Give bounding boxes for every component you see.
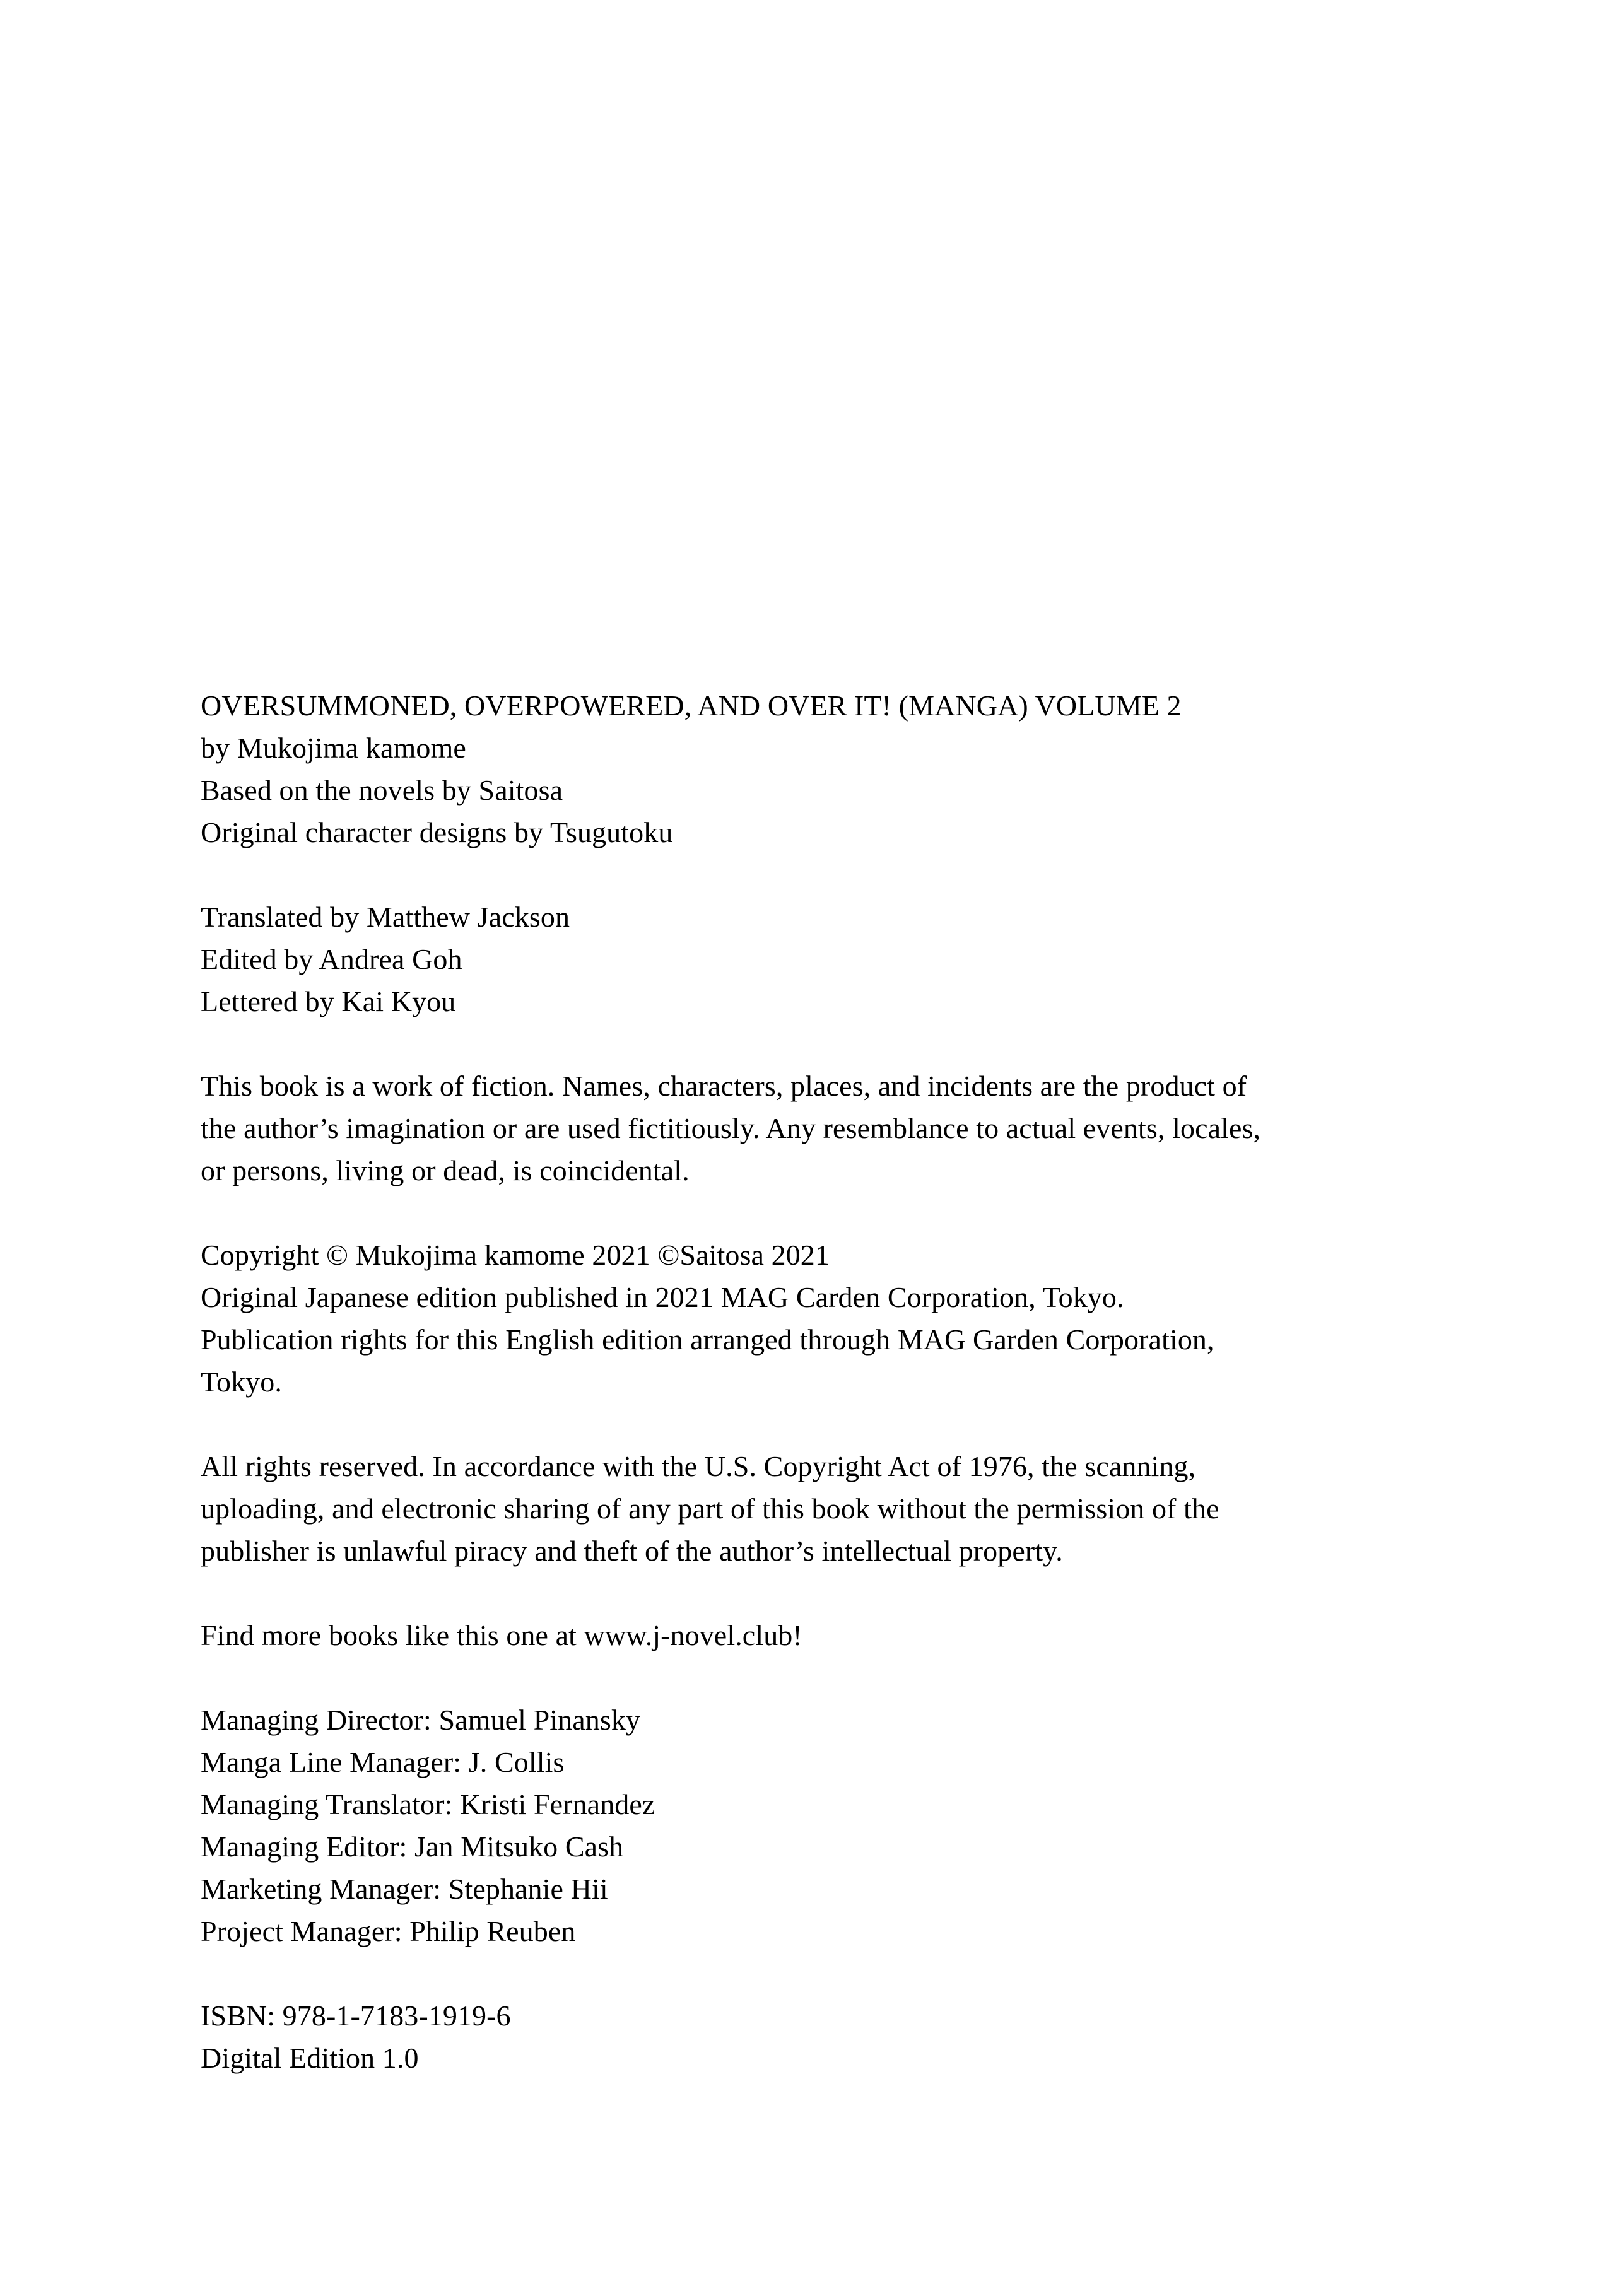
text-line: uploading, and electronic sharing of any part of this book without the permission of the (201, 1492, 1219, 1525)
isbn-line: ISBN: 978-1-7183-1919-6 (201, 2000, 511, 2032)
text-line: Publication rights for this English edition arranged through MAG Garden Corporation, (201, 1323, 1214, 1356)
text-line: Original Japanese edition published in 2021 MAG Carden Corporation, Tokyo. (201, 1281, 1124, 1313)
editor-credit: Edited by Andrea Goh (201, 943, 462, 975)
website-block (201, 1614, 1438, 1656)
author-credit: by Mukojima kamome (201, 732, 466, 764)
translator-credit: Translated by Matthew Jackson (201, 901, 570, 933)
staff-block (201, 1699, 1438, 1952)
managing-director-credit: Managing Director: Samuel Pinansky (201, 1704, 641, 1736)
credits-block (201, 896, 1438, 1022)
fiction-disclaimer-block (201, 1065, 1438, 1192)
isbn-block (201, 1994, 1438, 2079)
text-line: publisher is unlawful piracy and theft of the author’s intellectual property. (201, 1535, 1063, 1567)
book-title: OVERSUMMONED, OVERPOWERED, AND OVER IT! (MANGA) VOLUME 2 (201, 689, 1182, 722)
novel-credit: Based on the novels by Saitosa (201, 774, 563, 806)
text-line: Tokyo. (201, 1366, 282, 1398)
copyright-notice: Copyright © Mukojima kamome 2021 ©Saitosa 2021 (201, 1239, 830, 1271)
text-line: the author’s imagination or are used fictitiously. Any resemblance to actual events, locales, (201, 1112, 1261, 1144)
website-line: Find more books like this one at www.j-novel.club! (201, 1619, 802, 1651)
rights-reserved-block (201, 1445, 1438, 1572)
marketing-manager-credit: Marketing Manager: Stephanie Hii (201, 1873, 608, 1905)
managing-translator-credit: Managing Translator: Kristi Fernandez (201, 1788, 655, 1820)
managing-editor-credit: Managing Editor: Jan Mitsuko Cash (201, 1830, 624, 1863)
copyright-block (201, 1234, 1438, 1403)
character-design-credit: Original character designs by Tsugutoku (201, 816, 673, 848)
text-line: or persons, living or dead, is coincidental. (201, 1154, 690, 1186)
text-line: All rights reserved. In accordance with the U.S. Copyright Act of 1976, the scanning, (201, 1450, 1196, 1482)
manga-line-manager-credit: Manga Line Manager: J. Collis (201, 1746, 565, 1778)
project-manager-credit: Project Manager: Philip Reuben (201, 1915, 576, 1947)
text-line: This book is a work of fiction. Names, characters, places, and incidents are the product of (201, 1070, 1247, 1102)
edition-line: Digital Edition 1.0 (201, 2042, 419, 2074)
letterer-credit: Lettered by Kai Kyou (201, 985, 456, 1017)
title-block (201, 684, 1438, 853)
